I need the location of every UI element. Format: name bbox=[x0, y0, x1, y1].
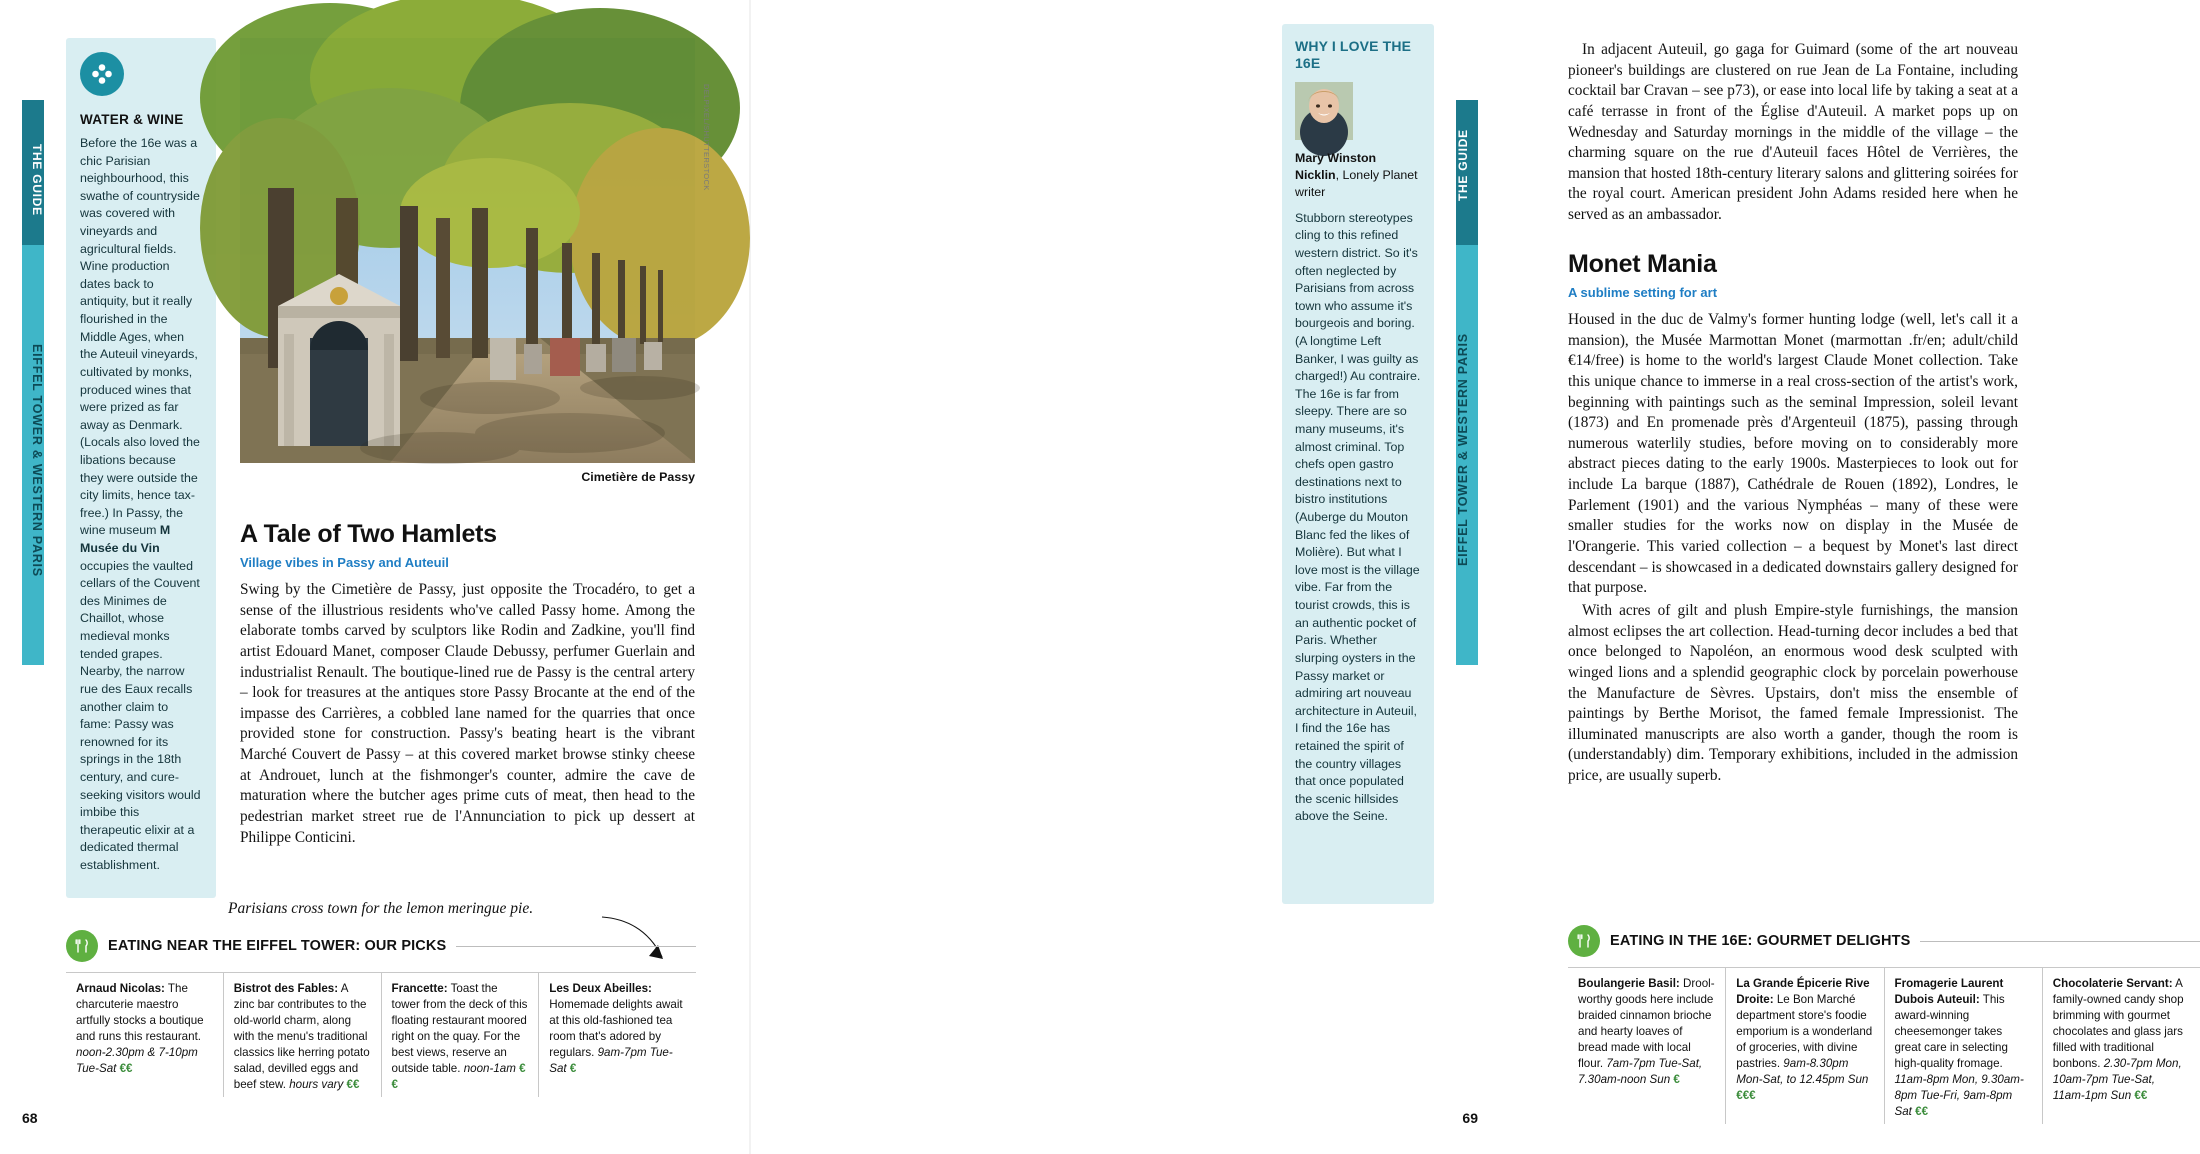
eating-item-hours: noon-2.30pm & 7-10pm Tue-Sat bbox=[76, 1045, 198, 1075]
eating-item-hours: 9am-8.30pm Mon-Sat, to 12.45pm Sun bbox=[1736, 1056, 1869, 1086]
author-name: Mary Winston Nicklin bbox=[1295, 150, 1377, 182]
monet-heading: Monet Mania bbox=[1568, 250, 1717, 278]
sidebar-text-1: Before the 16e was a chic Parisian neighbourhood, this swathe of countryside was covered with vineyards and agricultural fields. Wine production dates back to antiquity, but it really flourished in the Middle Ages, when the Auteuil vineyards, cultivated by monks, produced wines that were prized as far away as Denmark. (Locals also loved the libations because they were outside the city limits, hence tax-free.) In Passy, the wine museum bbox=[80, 136, 200, 538]
eating-columns-left bbox=[66, 972, 696, 1097]
eating-item-name: Bistrot des Fables: bbox=[233, 982, 339, 995]
monet-paragraph-1: Housed in the duc de Valmy's former hunting lodge (well, let's call it a mansion), the Musée Marmottan Monet (marmottan .fr/en; adult/child €14/free) is home to the world's largest Claude Monet collection. Take this unique chance to immerse in a real cross-section of the artist's work, beginning with paintings such as the seminal Impression, soleil levant (1873) and En promenade près d'Argenteuil (1875), passing through numerous waterlily studies, before moving on to considerably more abstract pieces dating to the early 1900s. Masterpieces to look out for include La barque (1887), Cathédrale de Rouen (1892), Londres, le Parlement (1901) and the various Nymphéas – many of these were smaller studies for the works now on display in the Musée de l'Orangerie. This varied collection – a bequest by Monet's last direct descendant – is showcased in a dedicated downstairs gallery designed for that purpose. bbox=[1568, 311, 2018, 597]
eating-title-right: EATING IN THE 16E: GOURMET DELIGHTS bbox=[1610, 933, 1911, 949]
why-i-love-title: WHY I LOVE THE 16E bbox=[1295, 38, 1412, 71]
sidebar-bold-1: M Musée du Vin bbox=[80, 523, 171, 556]
page-left bbox=[0, 0, 750, 1154]
eating-item-price: €€ bbox=[346, 1077, 360, 1091]
eating-item-hours: 9am-7pm Tue-Sat bbox=[549, 1045, 673, 1075]
sidebar-text-2: occupies the vaulted cellars of the Couvent des Minimes de Chaillot, whose medieval monks tended grapes. Nearby, the narrow rue des Eaux recalls another claim to fame: Passy was renowned for its springs in the 18th century, and cure-seeking visitors would imbibe this therapeutic elixir at a dedicated thermal establishment. bbox=[80, 558, 201, 872]
eating-item-price: €€ bbox=[1915, 1104, 1929, 1118]
sidebar-water-and-wine bbox=[66, 38, 216, 898]
article-monet-mania bbox=[1568, 250, 2018, 787]
eating-item-desc: Drool-worthy goods here include braided cinnamon brioche and hearty loaves of bread made with local flour. bbox=[1578, 977, 1715, 1070]
eating-item-desc: A family-owned candy shop brimming with gourmet chocolates and glass jars filled with traditional bonbons. bbox=[2052, 977, 2184, 1070]
photo-credit: DELPIXEL/SHUTTERSTOCK bbox=[702, 84, 711, 191]
article-heading: A Tale of Two Hamlets bbox=[240, 520, 497, 548]
why-i-love-text: Stubborn stereotypes cling to this refined western district. So it's often neglected by Parisians from across town who assume it's bourgeois and boring. (A longtime Left Banker, I was guilty as charged!) Au contraire. The 16e is far from sleepy. There are so many museums, it's almost criminal. Top chefs open gastro destinations next to bistro institutions (Auberge du Mouton Blanc fed the likes of Molière). But what I love most is the village vibe. Far from the tourist crowds, this is an authentic pocket of Paris. Whether slurping oysters in the Passy market or admiring art nouveau architecture in Auteuil, I find the 16e has retained the spirit of the country villages that once populated the scenic hillsides above the Seine. bbox=[1295, 210, 1421, 824]
eating-item-desc: The charcuterie maestro artfully stocks a boutique and runs this restaurant. bbox=[76, 982, 204, 1043]
eating-item-price: €€ bbox=[119, 1061, 133, 1075]
page-number-right: 69 bbox=[1462, 1110, 1478, 1126]
eating-item-desc: This award-winning cheesemonger takes great care in selecting high-quality fromage. bbox=[1894, 992, 2008, 1070]
eating-item bbox=[1568, 968, 1726, 1124]
why-i-love-author bbox=[1295, 150, 1421, 202]
eating-columns-right bbox=[1568, 967, 2200, 1124]
cutlery-icon bbox=[66, 930, 98, 962]
eating-in-the-16e-box bbox=[1568, 925, 2200, 1124]
why-i-love-the-16e-box bbox=[1282, 24, 1434, 904]
eating-item-desc: Toast the tower from the deck of this floating restaurant moored right on the quay. For the best views, reserve an outside table. bbox=[391, 982, 528, 1075]
eating-item-name: Fromagerie Laurent Dubois Auteuil: bbox=[1894, 977, 2004, 1006]
article-paragraph: Swing by the Cimetière de Passy, just opposite the Trocadéro, to get a sense of the illustrious residents who've called Passy home. Among the elaborate tombs carved by sculptors like Rodin and Zadkine, you'll find artist Edouard Manet, composer Claude Debussy, perfumer Guerlain and industrialist Renault. The boutique-lined rue de Passy is the central artery – look for treasures at the antiques store Passy Brocante at the end of the impasse des Carrières, a cobbled lane named for the quarries that once provided stone for construction. Passy's beating heart is the vibrant Marché Couvert de Passy – at this covered market browse stinky cheese at Androuet, lunch at the fishmonger's counter, admire the cave de maturation where the butcher ages prime cuts of meat, then head to the pedestrian market street rue de l'Annunciation to pick up dessert at Philippe Conticini. bbox=[240, 581, 695, 846]
article-subheading: Village vibes in Passy and Auteuil bbox=[240, 555, 449, 570]
cutlery-icon bbox=[1568, 925, 1600, 957]
eating-item bbox=[539, 973, 696, 1097]
article-auteuil bbox=[1568, 40, 2018, 226]
monet-subheading: A sublime setting for art bbox=[1568, 285, 1718, 300]
eating-item-hours: 2.30-7pm Mon, 10am-7pm Tue-Sat, 11am-1pm Sun bbox=[2052, 1056, 2182, 1102]
eating-item bbox=[382, 973, 540, 1097]
eating-item-hours: hours vary bbox=[289, 1077, 347, 1091]
monet-paragraph-2: With acres of gilt and plush Empire-style furnishings, the mansion almost eclipses the art collection. Head-turning decor includes a bed that once belonged to Napoléon, an enormous wood desk sculpted with winged lions and a splendid geographic clock by porcelain powerhouse the Manufacture de Sèvres. Upstairs, don't miss the ensemble of paintings by Berthe Morisot, the famed female Impressionist. The illuminated manuscripts are also worth a gander, though the room is (understandably) dim. Temporary exhibitions, included in the admission price, are usually superb. bbox=[1568, 601, 2018, 785]
handwritten-note: Parisians cross town for the lemon meringue pie. bbox=[228, 900, 534, 917]
eating-item-name: Arnaud Nicolas: bbox=[76, 982, 165, 995]
photo-image bbox=[240, 38, 695, 463]
eating-item-hours: noon-1am bbox=[463, 1061, 520, 1075]
page-right bbox=[750, 0, 2184, 1154]
sidebar-paragraph bbox=[80, 135, 202, 875]
eating-header-right bbox=[1568, 925, 2200, 957]
sidebar-title: WATER & WINE bbox=[80, 112, 184, 127]
eating-item-price: €€€ bbox=[1736, 1088, 1756, 1102]
eating-header-left bbox=[66, 930, 696, 962]
eating-item bbox=[66, 973, 224, 1097]
page-number-left: 68 bbox=[22, 1110, 38, 1126]
eating-item bbox=[224, 973, 382, 1097]
tab-chapter-right: EIFFEL TOWER & WESTERN PARIS bbox=[1456, 245, 1478, 665]
eating-title-left: EATING NEAR THE EIFFEL TOWER: OUR PICKS bbox=[108, 938, 447, 954]
tab-chapter-left: EIFFEL TOWER & WESTERN PARIS bbox=[22, 245, 44, 665]
eating-item-price: € bbox=[1673, 1072, 1680, 1086]
eating-item bbox=[2043, 968, 2200, 1124]
eating-rule-right bbox=[1920, 941, 2200, 942]
eating-item-desc: Homemade delights await at this old-fashioned tea room that's adored by regulars. bbox=[549, 997, 683, 1059]
avatar bbox=[1295, 82, 1353, 140]
author-role: , Lonely Planet writer bbox=[1295, 167, 1418, 200]
eating-item-price: €€ bbox=[391, 1061, 526, 1091]
eating-item-name: Francette: bbox=[391, 982, 448, 995]
photo-cimetiere-de-passy bbox=[240, 38, 711, 463]
tab-the-guide-left: THE GUIDE bbox=[22, 100, 44, 245]
flower-icon bbox=[80, 52, 124, 96]
eating-item-price: €€ bbox=[2134, 1088, 2148, 1102]
eating-item-name: Boulangerie Basil: bbox=[1578, 977, 1680, 990]
eating-item-name: La Grande Épicerie Rive Droite: bbox=[1736, 977, 1870, 1006]
article-a-tale-of-two-hamlets bbox=[240, 520, 695, 848]
auteuil-paragraph: In adjacent Auteuil, go gaga for Guimard (some of the art nouveau pioneer's buildings are clustered on rue Jean de La Fontaine, including cocktail bar Cravan – see p73), or ease into local life by taking a seat at a café terrasse in front of the Église d'Auteuil. A market pops up on Wednesday and Saturday mornings in the middle of the village – the charming square on the rue d'Auteuil faces Hôtel de Verrières, the mansion that hosted 18th-century literary salons and glittering soirées for the royal court. American president John Adams resided here when he served as an ambassador. bbox=[1568, 41, 2018, 224]
eating-item-hours: 7am-7pm Tue-Sat, 7.30am-noon Sun bbox=[1578, 1056, 1703, 1086]
eating-item-name: Chocolaterie Servant: bbox=[2052, 977, 2173, 990]
eating-item-price: € bbox=[569, 1061, 577, 1075]
eating-item bbox=[1726, 968, 1884, 1124]
eating-item-desc: A zinc bar contributes to the old-world charm, along with the menu's traditional classics like herring potato salad, devilled eggs and beef stew. bbox=[233, 982, 370, 1091]
eating-item-hours: 11am-8pm Mon, 9.30am-8pm Tue-Fri, 9am-8pm Sat bbox=[1894, 1072, 2024, 1118]
eating-item-name: Les Deux Abeilles: bbox=[549, 982, 652, 995]
eating-near-eiffel-tower-box bbox=[66, 930, 696, 1097]
tab-the-guide-right: THE GUIDE bbox=[1456, 100, 1478, 245]
eating-item bbox=[1885, 968, 2043, 1124]
eating-item-desc: Le Bon Marché department store's foodie emporium is a wonderland of groceries, with divine pastries. bbox=[1736, 992, 1873, 1070]
eating-rule-left bbox=[456, 946, 696, 947]
photo-caption: Cimetière de Passy bbox=[581, 470, 695, 484]
